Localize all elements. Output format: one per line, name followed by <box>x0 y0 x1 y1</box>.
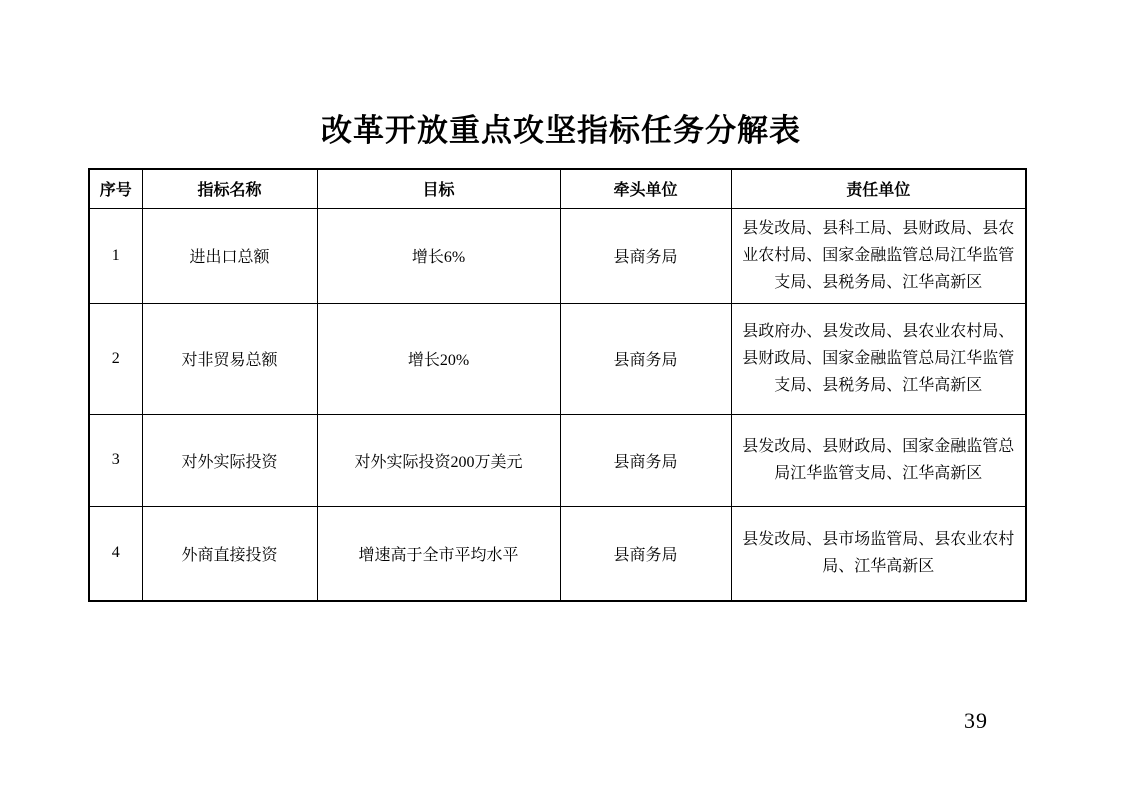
table-row <box>89 303 1026 414</box>
page-number: 39 <box>964 708 988 733</box>
cell-indicator: 对外实际投资 <box>142 414 317 506</box>
cell-lead-unit: 县商务局 <box>560 506 731 601</box>
cell-responsible-units: 县发改局、县科工局、县财政局、县农业农村局、国家金融监管总局江华监管支局、县税务局、江华高新区 <box>731 208 1026 303</box>
table-row <box>89 506 1026 601</box>
cell-no: 3 <box>89 414 142 506</box>
cell-no: 2 <box>89 303 142 414</box>
table-row <box>89 208 1026 303</box>
cell-target: 增速高于全市平均水平 <box>317 506 560 601</box>
cell-lead-unit: 县商务局 <box>560 208 731 303</box>
page-title: 改革开放重点攻坚指标任务分解表 <box>321 113 801 148</box>
cell-responsible-units: 县政府办、县发改局、县农业农村局、县财政局、国家金融监管总局江华监管支局、县税务局、江华高新区 <box>731 303 1026 414</box>
cell-responsible-units: 县发改局、县市场监管局、县农业农村局、江华高新区 <box>731 506 1026 601</box>
cell-target: 增长6% <box>317 208 560 303</box>
table-header-row <box>89 169 1026 208</box>
header-cell-indicator: 指标名称 <box>142 169 317 208</box>
header-cell-responsible-units: 责任单位 <box>731 169 1026 208</box>
cell-lead-unit: 县商务局 <box>560 303 731 414</box>
cell-indicator: 对非贸易总额 <box>142 303 317 414</box>
cell-lead-unit: 县商务局 <box>560 414 731 506</box>
header-cell-lead-unit: 牵头单位 <box>560 169 731 208</box>
table-row <box>89 414 1026 506</box>
header-cell-target: 目标 <box>317 169 560 208</box>
cell-indicator: 进出口总额 <box>142 208 317 303</box>
cell-target: 对外实际投资200万美元 <box>317 414 560 506</box>
cell-no: 1 <box>89 208 142 303</box>
task-decomposition-table <box>88 168 1027 602</box>
cell-target: 增长20% <box>317 303 560 414</box>
cell-no: 4 <box>89 506 142 601</box>
cell-responsible-units: 县发改局、县财政局、国家金融监管总局江华监管支局、江华高新区 <box>731 414 1026 506</box>
header-cell-no: 序号 <box>89 169 142 208</box>
cell-indicator: 外商直接投资 <box>142 506 317 601</box>
